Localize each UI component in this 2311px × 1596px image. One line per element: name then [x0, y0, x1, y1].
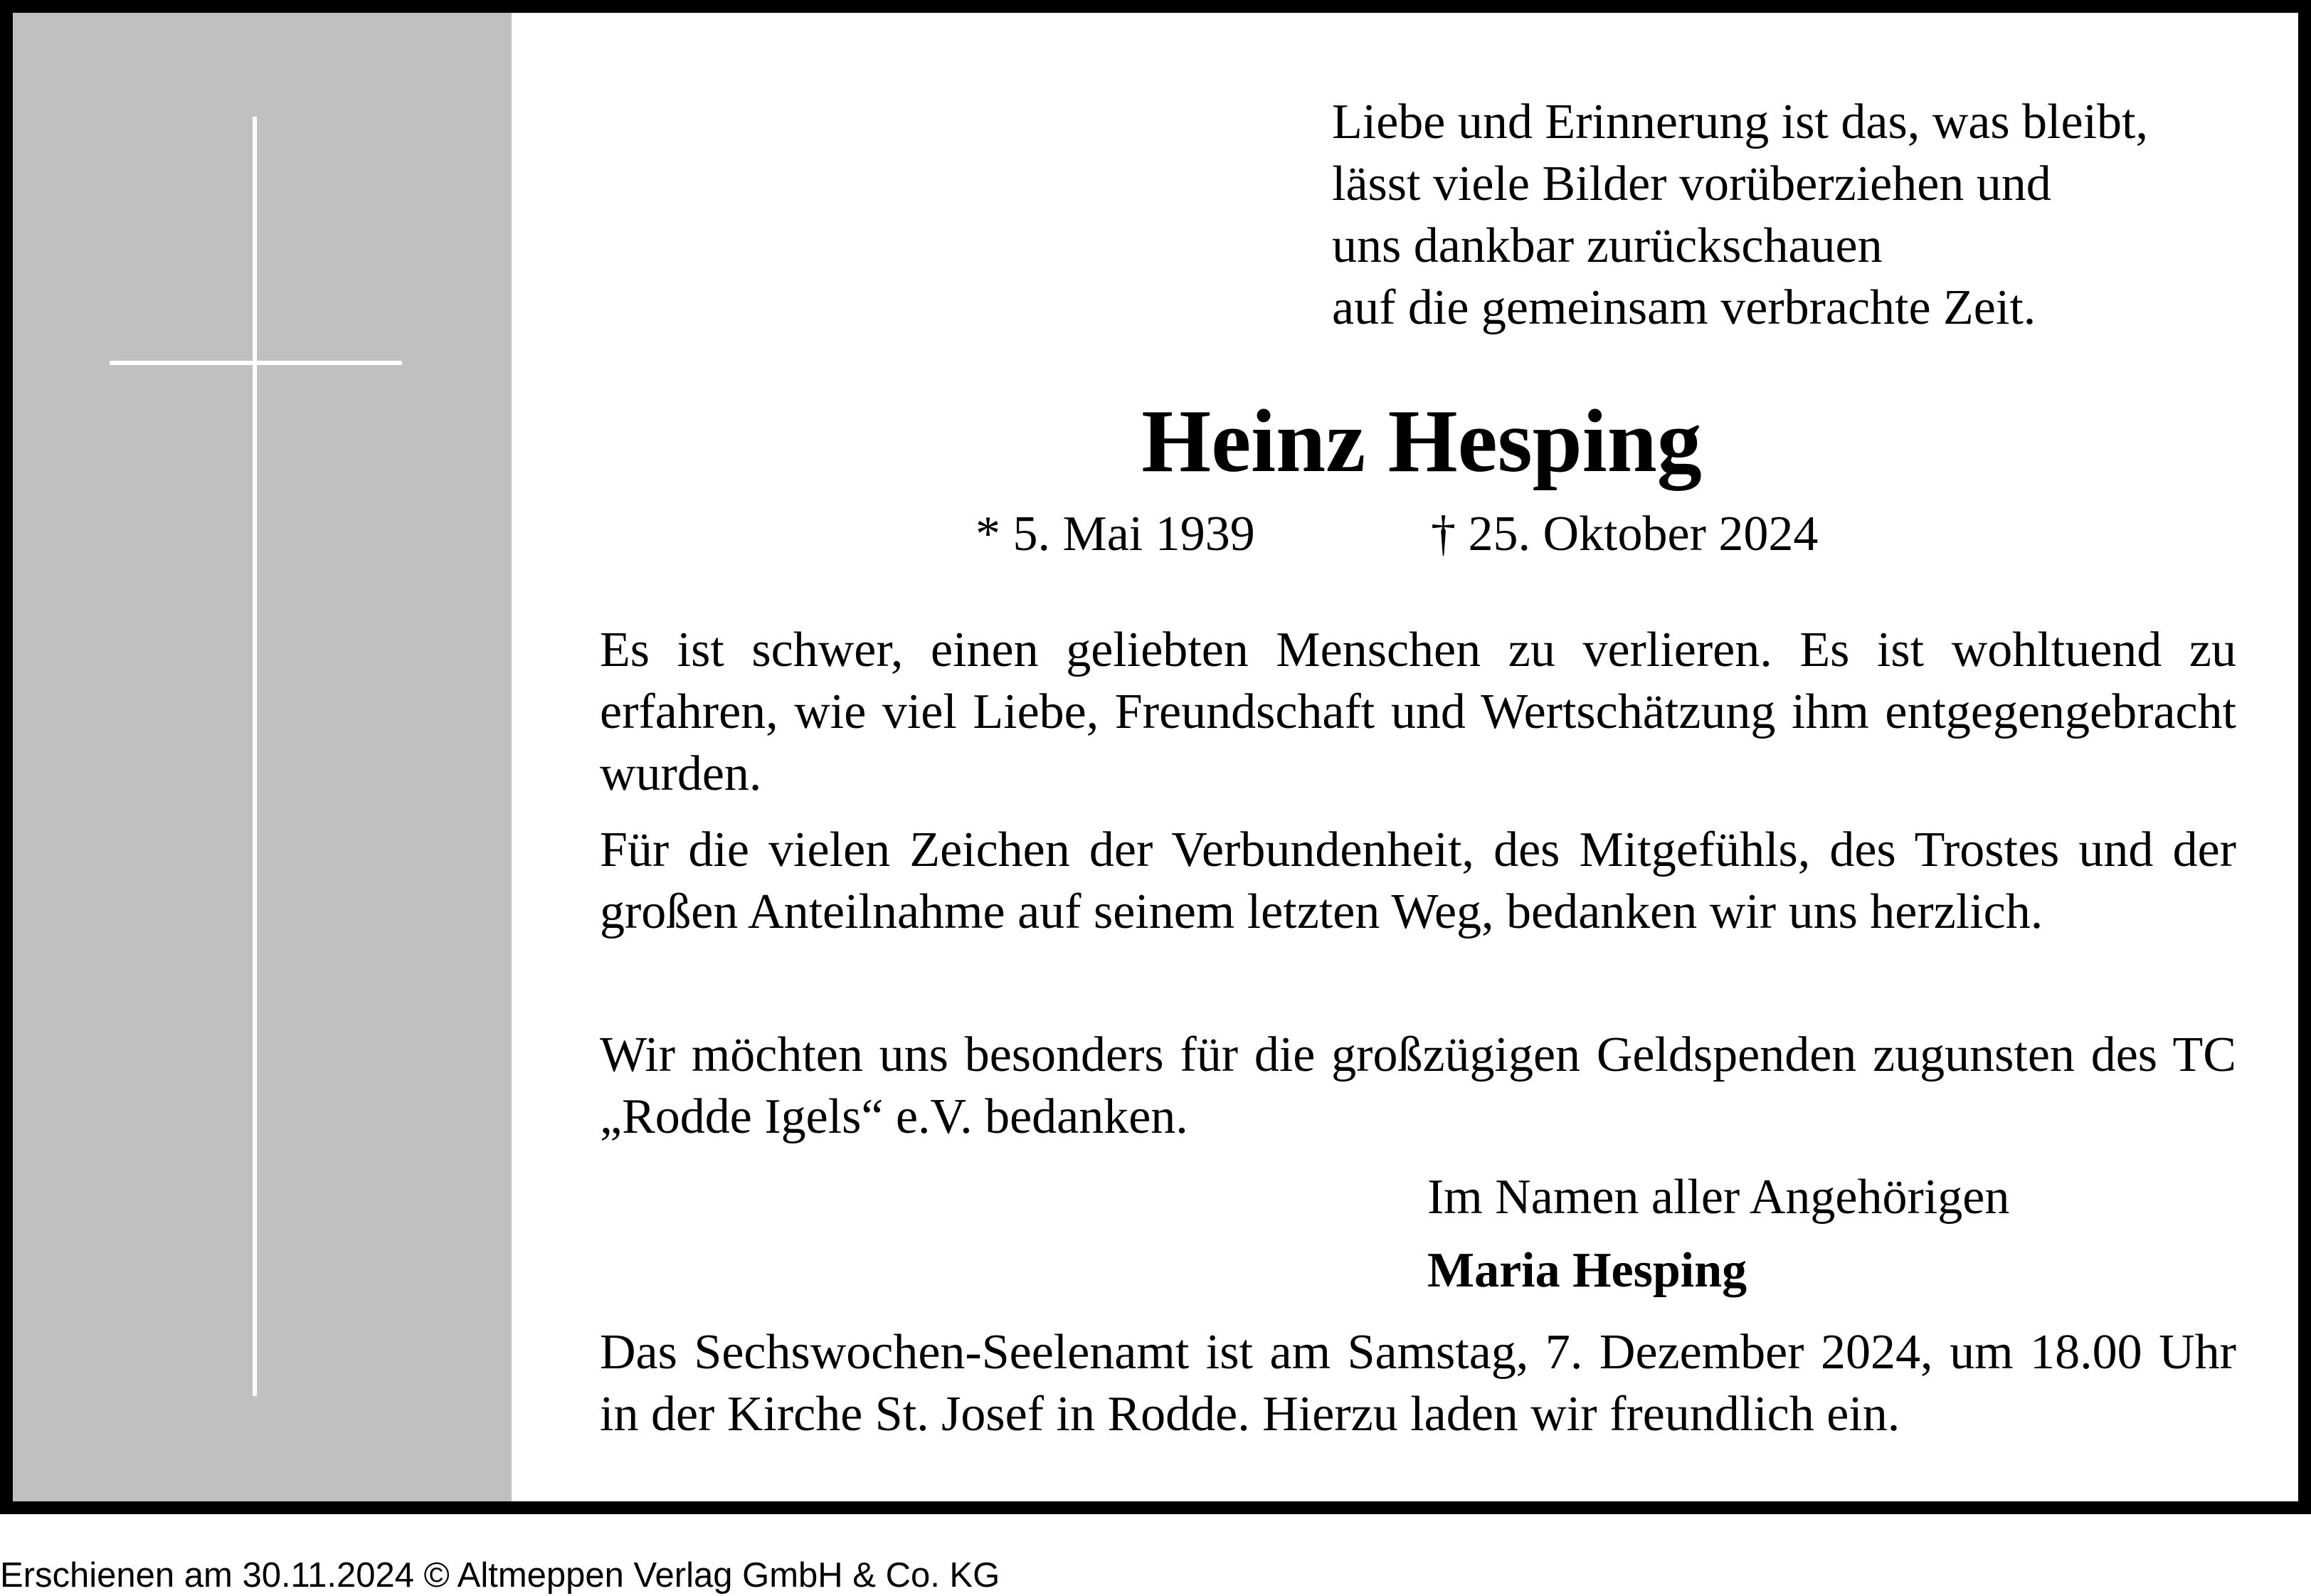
publication-footer: Erschienen am 30.11.2024 © Altmeppen Verlag GmbH & Co. KG	[0, 1556, 1000, 1595]
notice-content	[13, 13, 2298, 1501]
deceased-name: Heinz Hesping	[1141, 392, 1702, 491]
memorial-poem	[1332, 91, 2271, 339]
donation-paragraph: Wir möchten uns besonders für die großzügigen Geldspenden zugunsten des TC „Rodde Igels“ e.V. bedanken.	[600, 1027, 2236, 1144]
service-notice: Das Sechswochen-Seelenamt ist am Samstag, 7. Dezember 2024, um 18.00 Uhr in der Kirche St. Josef in Rodde. Hierzu laden wir freundlich ein.	[600, 1325, 2236, 1442]
birth-date: * 5. Mai 1939	[975, 507, 1255, 561]
signoff-name: Maria Hesping	[1427, 1243, 1747, 1298]
poem-line: auf die gemeinsam verbrachte Zeit.	[1332, 280, 2036, 335]
thanks-paragraph: Für die vielen Zeichen der Verbundenheit, des Mitgefühls, des Trostes und der großen Anteilnahme auf seinem letzten Weg, bedanken wir uns herzlich.	[600, 823, 2236, 939]
poem-line: uns dankbar zurückschauen	[1332, 218, 1883, 273]
signoff-line: Im Namen aller Angehörigen	[1427, 1170, 2010, 1225]
poem-line: Liebe und Erinnerung ist das, was bleibt,	[1332, 95, 2148, 149]
death-date: † 25. Oktober 2024	[1431, 507, 1819, 561]
thanks-paragraph: Es ist schwer, einen geliebten Menschen zu verlieren. Es ist wohltuend zu erfahren, wie viel Liebe, Freundschaft und Wertschätzung ihm entgegengebracht wurden.	[600, 623, 2236, 801]
poem-line: lässt viele Bilder vorüberziehen und	[1332, 157, 2051, 211]
